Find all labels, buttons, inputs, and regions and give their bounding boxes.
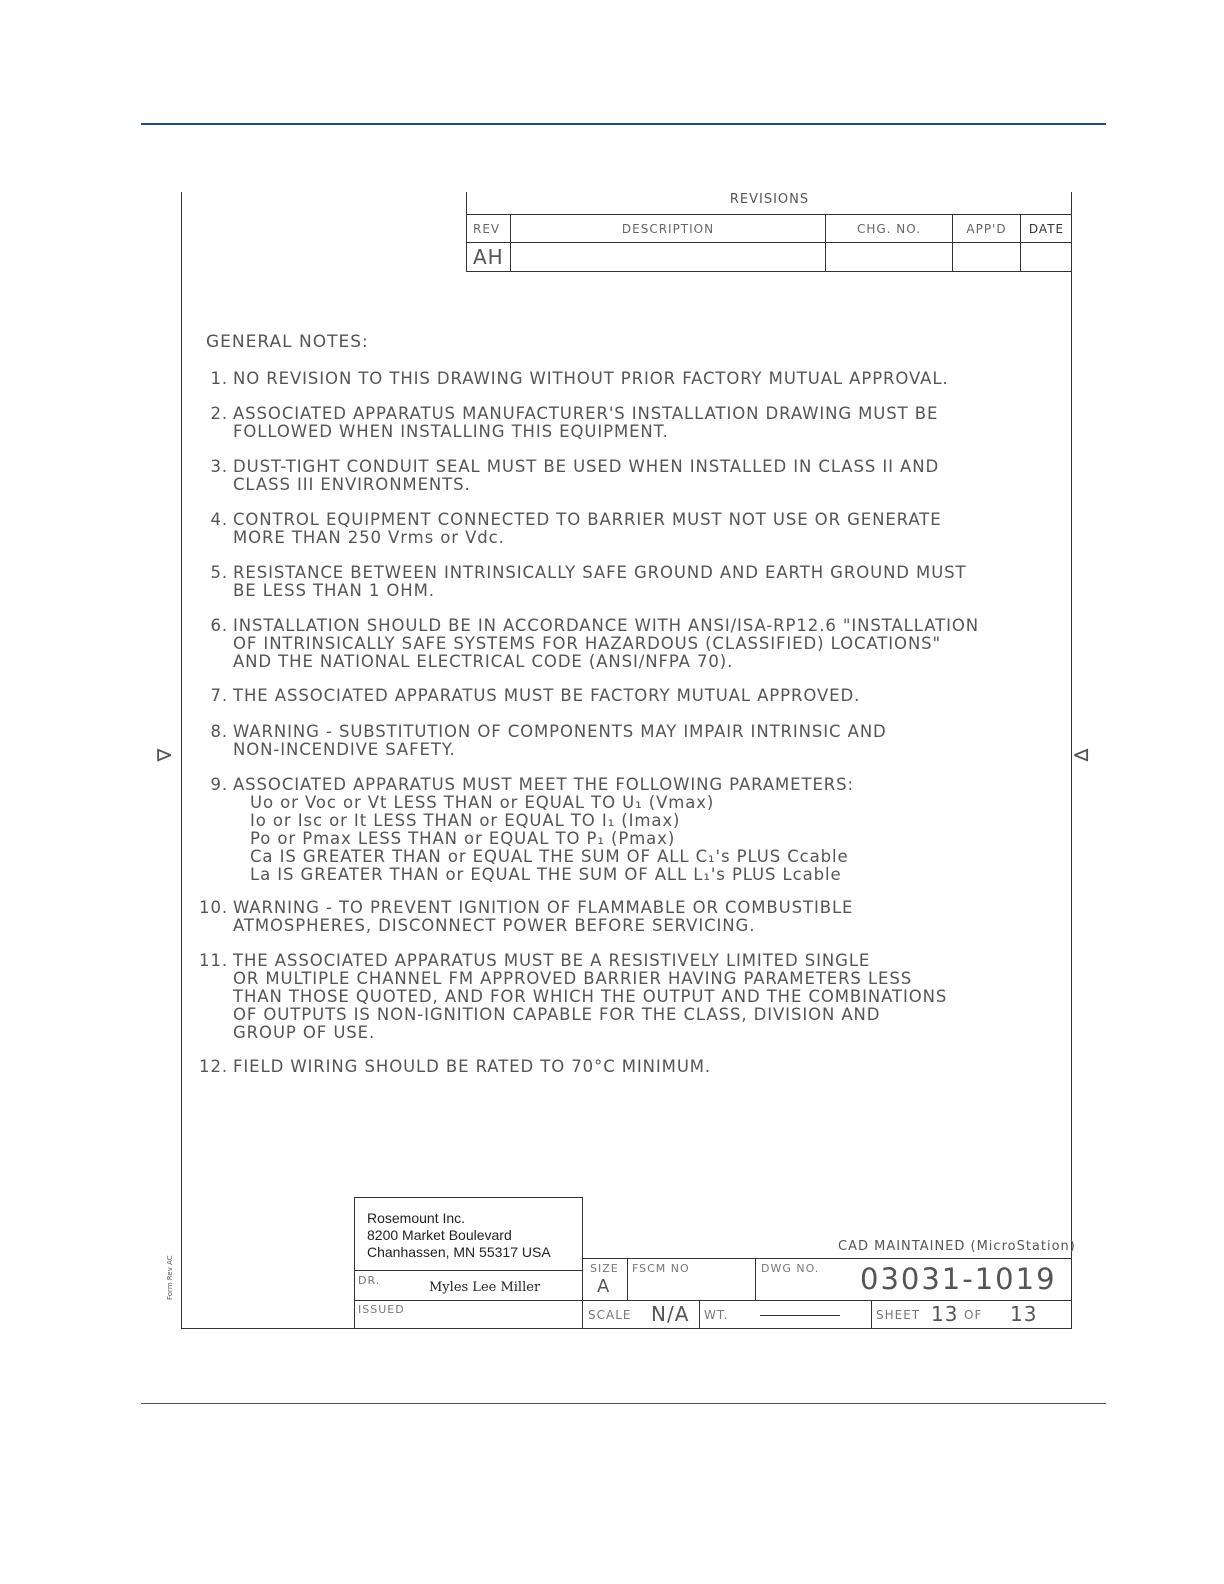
weight-label: WT.: [704, 1308, 729, 1322]
of-label: OF: [964, 1308, 983, 1322]
company-street: 8200 Market Boulevard: [367, 1227, 512, 1243]
note-line: WARNING - SUBSTITUTION OF COMPONENTS MAY IMPAIR INTRINSIC AND: [233, 722, 887, 741]
dr-label: DR.: [358, 1274, 381, 1287]
note-line: THE ASSOCIATED APPARATUS MUST BE FACTORY MUTUAL APPROVED.: [233, 686, 861, 705]
note-line: ASSOCIATED APPARATUS MUST MEET THE FOLLOWING PARAMETERS:: [233, 775, 854, 794]
header-rule: [141, 123, 1106, 125]
date-header: DATE: [1028, 222, 1065, 236]
company-city: Chanhassen, MN 55317 USA: [367, 1244, 551, 1260]
note-line: NO REVISION TO THIS DRAWING WITHOUT PRIOR FACTORY MUTUAL APPROVAL.: [233, 369, 949, 388]
issued-label: ISSUED: [358, 1303, 405, 1316]
revisions-table: [466, 192, 1072, 272]
note-line: OF INTRINSICALLY SAFE SYSTEMS FOR HAZARDOUS (CLASSIFIED) LOCATIONS": [233, 634, 942, 653]
rev-value: AH: [467, 243, 511, 271]
form-revision-mark: Form Rev AC: [166, 1255, 174, 1300]
cad-maintained-note: CAD MAINTAINED (MicroStation): [838, 1239, 1076, 1254]
note-line: BE LESS THAN 1 OHM.: [233, 581, 435, 600]
description-header: DESCRIPTION: [511, 215, 826, 243]
drawing-number: 03031-1019: [860, 1262, 1057, 1296]
dwg-no-label: DWG NO.: [761, 1262, 820, 1275]
rev-header: REV: [467, 215, 511, 243]
drawing-border-left: [181, 192, 182, 1329]
revisions-value-row: [467, 242, 1072, 272]
company-name: Rosemount Inc.: [367, 1210, 466, 1226]
footer-rule: [141, 1403, 1106, 1404]
note-line: THAN THOSE QUOTED, AND FOR WHICH THE OUTPUT AND THE COMBINATIONS: [233, 987, 948, 1006]
title-block-rule-middle: [583, 1300, 1072, 1301]
note-line: OR MULTIPLE CHANNEL FM APPROVED BARRIER HAVING PARAMETERS LESS: [233, 969, 913, 988]
general-notes-title: GENERAL NOTES:: [206, 332, 369, 352]
appd-value: [953, 243, 1021, 271]
company-address: [367, 1210, 551, 1261]
title-block-divider: [699, 1300, 700, 1328]
note-number: 1.: [210, 369, 228, 388]
center-mark-arrow-left-icon: ⊳: [155, 743, 174, 768]
scale-value: N/A: [651, 1302, 690, 1326]
title-block-divider: [627, 1258, 628, 1300]
note-number: 6.: [210, 616, 228, 635]
note-line: FIELD WIRING SHOULD BE RATED TO 70°C MINIMUM.: [233, 1057, 712, 1076]
weight-blank-line: [760, 1315, 840, 1316]
note-number: 10.: [199, 898, 228, 917]
note-line: NON-INCENDIVE SAFETY.: [233, 740, 456, 759]
date-value: [1021, 243, 1072, 271]
description-value: [511, 243, 826, 271]
sheet-total: 13: [1010, 1302, 1038, 1326]
note-number: 3.: [210, 457, 228, 476]
sheet-number: 13: [931, 1302, 959, 1326]
parameter-line: Uo or Voc or Vt LESS THAN or EQUAL TO U₁ (Vmax): [250, 793, 715, 812]
title-block-divider: [755, 1258, 756, 1300]
sheet-label: SHEET: [876, 1308, 921, 1322]
scale-label: SCALE: [588, 1308, 632, 1322]
note-line: RESISTANCE BETWEEN INTRINSICALLY SAFE GROUND AND EARTH GROUND MUST: [233, 563, 967, 582]
size-label: SIZE: [590, 1262, 619, 1275]
revisions-title: REVISIONS: [729, 192, 810, 207]
note-line: ASSOCIATED APPARATUS MANUFACTURER'S INSTALLATION DRAWING MUST BE: [233, 404, 939, 423]
drawing-border-bottom: [181, 1328, 1072, 1329]
drawn-by-signature: Myles Lee Miller: [429, 1280, 541, 1295]
note-line: FOLLOWED WHEN INSTALLING THIS EQUIPMENT.: [233, 422, 669, 441]
size-value: A: [597, 1276, 611, 1297]
issued-cell: [354, 1300, 583, 1328]
revisions-header-row: [467, 214, 1072, 243]
note-line: GROUP OF USE.: [233, 1023, 376, 1042]
note-line: CLASS III ENVIRONMENTS.: [233, 475, 471, 494]
note-line: WARNING - TO PREVENT IGNITION OF FLAMMABLE OR COMBUSTIBLE: [233, 898, 854, 917]
note-number: 9.: [210, 775, 228, 794]
note-line: THE ASSOCIATED APPARATUS MUST BE A RESISTIVELY LIMITED SINGLE: [233, 951, 871, 970]
note-line: CONTROL EQUIPMENT CONNECTED TO BARRIER MUST NOT USE OR GENERATE: [233, 510, 942, 529]
title-block-rule-top: [583, 1258, 1072, 1259]
note-number: 11.: [199, 951, 228, 970]
note-number: 8.: [210, 722, 228, 741]
note-line: MORE THAN 250 Vrms or Vdc.: [233, 528, 505, 547]
parameter-line: Io or Isc or It LESS THAN or EQUAL TO I₁ (Imax): [250, 811, 681, 830]
note-line: OF OUTPUTS IS NON-IGNITION CAPABLE FOR THE CLASS, DIVISION AND: [233, 1005, 881, 1024]
title-block-divider: [871, 1300, 872, 1328]
center-mark-arrow-right-icon: ⊲: [1072, 743, 1091, 768]
note-number: 5.: [210, 563, 228, 582]
note-number: 2.: [210, 404, 228, 423]
note-number: 12.: [199, 1057, 228, 1076]
note-line: DUST-TIGHT CONDUIT SEAL MUST BE USED WHEN INSTALLED IN CLASS II AND: [233, 457, 940, 476]
drawn-by-cell: [354, 1270, 583, 1300]
note-line: INSTALLATION SHOULD BE IN ACCORDANCE WITH ANSI/ISA-RP12.6 "INSTALLATION: [233, 616, 979, 635]
parameter-line: La IS GREATER THAN or EQUAL THE SUM OF ALL L₁'s PLUS Lcable: [250, 865, 842, 884]
appd-header: APP'D: [953, 215, 1021, 243]
parameter-line: Po or Pmax LESS THAN or EQUAL TO P₁ (Pmax): [250, 829, 676, 848]
note-line: AND THE NATIONAL ELECTRICAL CODE (ANSI/NFPA 70).: [233, 652, 734, 671]
chg-no-header: CHG. NO.: [826, 215, 953, 243]
note-number: 4.: [210, 510, 228, 529]
note-number: 7.: [210, 686, 228, 705]
parameter-line: Ca IS GREATER THAN or EQUAL THE SUM OF ALL C₁'s PLUS Ccable: [250, 847, 849, 866]
chg-no-value: [826, 243, 953, 271]
fscm-label: FSCM NO: [632, 1262, 690, 1275]
note-line: ATMOSPHERES, DISCONNECT POWER BEFORE SERVICING.: [233, 916, 756, 935]
